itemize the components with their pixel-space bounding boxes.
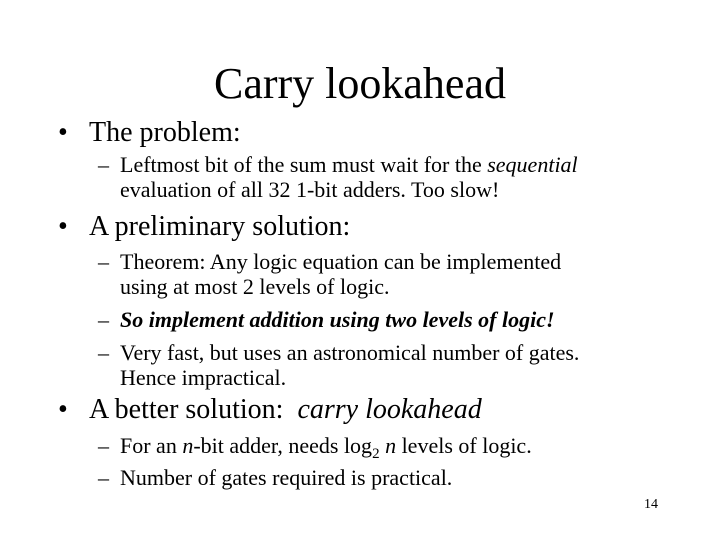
dash-marker: – [98, 433, 109, 458]
text-run: using at most 2 levels of logic. [120, 274, 390, 299]
log-base: 2 [372, 446, 380, 462]
sub-item-text [120, 433, 532, 462]
sub-item-text [120, 340, 579, 390]
bullet-marker: • [58, 211, 68, 242]
page-number: 14 [644, 497, 658, 512]
emphasis-text: So implement addition using two levels of logic! [120, 307, 555, 332]
sub-item-text [120, 465, 452, 490]
text-run: Very fast, but uses an astronomical number of gates. [120, 340, 580, 365]
text-run: For an [120, 433, 183, 458]
bullet-problem [58, 117, 241, 149]
bullet-marker: • [58, 117, 68, 148]
variable-n: n [182, 433, 194, 458]
bullet-marker: • [58, 394, 68, 425]
text-run: Leftmost bit of the sum must wait for the [120, 152, 488, 177]
text-run: Theorem: Any logic equation can be implemented [120, 249, 562, 274]
bullet-preliminary [58, 211, 350, 243]
dash-marker: – [98, 465, 109, 490]
bullet-label: A better solution: [89, 394, 298, 425]
dash-marker: – [98, 152, 109, 177]
text-run: -bit adder, needs log [193, 433, 373, 458]
dash-marker: – [98, 307, 109, 332]
dash-marker: – [98, 249, 109, 274]
text-run: Hence impractical. [120, 365, 287, 390]
dash-marker: – [98, 340, 109, 365]
slide-title: Carry lookahead [214, 59, 506, 108]
sub-item-text [120, 152, 578, 202]
text-run: evaluation of all 32 1-bit adders. Too slow! [120, 177, 500, 202]
sub-item-text [120, 249, 561, 299]
text-run: levels of logic. [396, 433, 532, 458]
bullet-label: A preliminary solution: [89, 211, 351, 242]
sub-item-text [120, 307, 555, 332]
emphasis-text: sequential [487, 152, 578, 177]
bullet-label: The problem: [89, 117, 241, 148]
text-run: Number of gates required is practical. [120, 465, 453, 490]
bullet-better [58, 394, 482, 426]
emphasis-text: carry lookahead [297, 394, 482, 425]
variable-n: n [379, 433, 397, 458]
